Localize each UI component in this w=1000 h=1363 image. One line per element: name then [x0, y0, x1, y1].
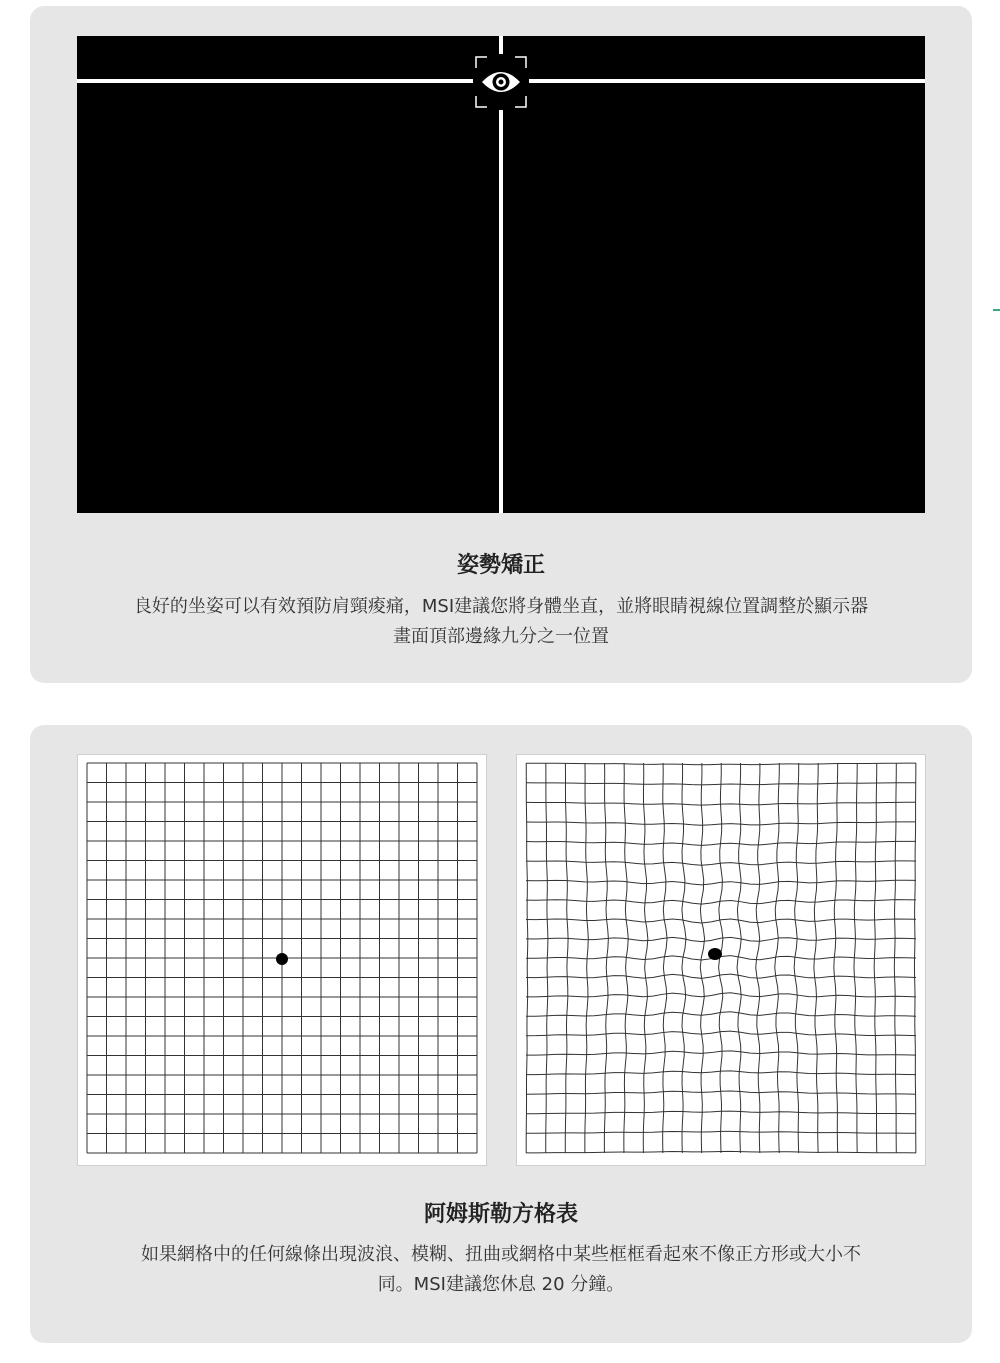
distorted-grid	[516, 754, 926, 1166]
grid-line-vertical	[737, 763, 741, 1153]
fixation-dot	[276, 953, 288, 965]
grid-line-horizontal	[526, 993, 916, 997]
grid-line-horizontal	[526, 861, 916, 865]
posture-description	[70, 592, 932, 652]
grid-line-vertical	[834, 763, 838, 1153]
posture-description-line-1: 良好的坐姿可以有效預防肩頸痠痛，MSI建議您將身體坐直，並將眼睛視線位置調整於顯示器	[133, 596, 869, 617]
grid-line-vertical	[643, 763, 648, 1153]
grid-line-vertical	[756, 763, 760, 1153]
normal-grid	[77, 754, 487, 1166]
grid-line-horizontal	[526, 822, 916, 825]
posture-description-line-2: 畫面頂部邊緣九分之一位置	[393, 626, 609, 647]
grid-line-vertical	[585, 763, 588, 1153]
amsler-title: 阿姆斯勒方格表	[423, 1202, 578, 1227]
side-accent-mark	[993, 309, 1000, 311]
amsler-description	[70, 1240, 932, 1300]
posture-card	[30, 6, 972, 683]
grid-line-vertical	[814, 763, 818, 1153]
grid-line-vertical	[700, 763, 704, 1153]
grid-line-vertical	[775, 763, 780, 1153]
grid-line-horizontal	[526, 937, 916, 941]
amsler-description-line-2: 同。MSI建議您休息 20 分鐘。	[377, 1274, 625, 1295]
grid-line-horizontal	[526, 1071, 916, 1075]
grid-line-horizontal	[526, 1051, 916, 1055]
amsler-card	[30, 725, 972, 1343]
eye-icon	[473, 54, 529, 110]
posture-title: 姿勢矯正	[456, 553, 545, 578]
grid-line-horizontal	[526, 974, 916, 978]
grid-line-horizontal	[526, 900, 916, 904]
grid-line-vertical	[663, 763, 667, 1153]
grid-line-horizontal	[526, 919, 916, 923]
grid-line-horizontal	[526, 1031, 916, 1036]
amsler-description-line-1: 如果網格中的任何線條出現波浪、模糊、扭曲或網格中某些框框看起來不像正方形或大小不	[141, 1244, 861, 1265]
monitor-illustration	[77, 36, 925, 513]
grid-line-horizontal	[526, 1012, 916, 1017]
fixation-dot	[708, 948, 722, 960]
grid-line-horizontal	[526, 880, 916, 885]
